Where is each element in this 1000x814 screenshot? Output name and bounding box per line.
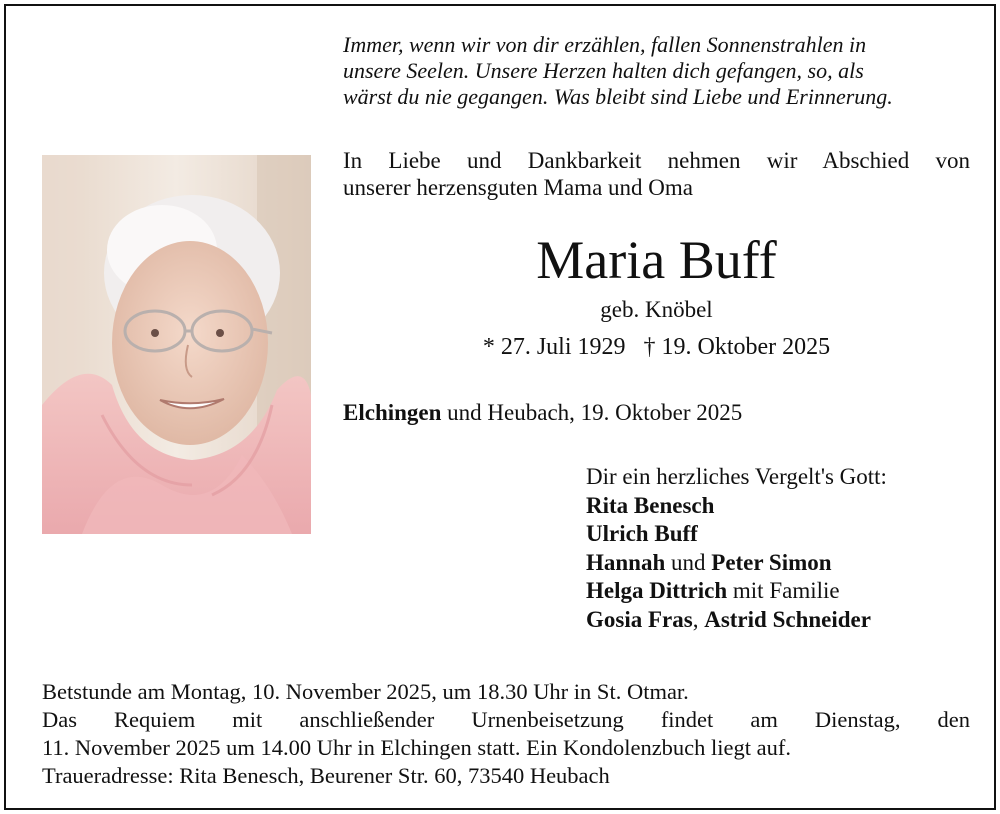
- intro-line: unserer herzensguten Mama und Oma: [343, 175, 693, 200]
- life-dates: [343, 332, 970, 362]
- poem-line: Immer, wenn wir von dir erzählen, fallen Sonnenstrahlen in: [343, 32, 867, 57]
- farewell-intro: [343, 147, 970, 201]
- mourner-name: Gosia Fras: [586, 606, 693, 632]
- deceased-name: Maria Buff: [536, 230, 777, 290]
- mourner-line: [586, 606, 976, 635]
- portrait-photo: [42, 155, 311, 534]
- mourner-name: Ulrich Buff: [586, 521, 698, 547]
- thanks-block: [586, 463, 976, 635]
- place-and-date: [343, 399, 970, 427]
- mourner-line: [586, 492, 976, 521]
- place-rest: und Heubach, 19. Oktober 2025: [441, 400, 743, 425]
- place-bold: Elchingen: [343, 400, 442, 425]
- portrait-photo-image: [42, 155, 311, 534]
- footer-line: Betstunde am Montag, 10. November 2025, um 18.30 Uhr in St. Otmar.: [42, 679, 689, 704]
- mourner-name: Peter Simon: [711, 549, 832, 575]
- poem-line: unsere Seelen. Unsere Herzen halten dich gefangen, so, als: [343, 58, 864, 83]
- birth-date: * 27. Juli 1929: [482, 334, 626, 360]
- memorial-poem: [343, 32, 970, 110]
- death-date: † 19. Oktober 2025: [643, 334, 831, 360]
- mourner-line: [586, 549, 976, 578]
- poem-line: wärst du nie gegangen. Was bleibt sind Liebe und Erinnerung.: [343, 84, 893, 109]
- service-details: [42, 678, 970, 790]
- thanks-heading: Dir ein herzliches Vergelt's Gott:: [586, 464, 887, 489]
- mourner-name: Hannah: [586, 549, 666, 575]
- mourner-join: ,: [692, 606, 705, 632]
- mourner-line: [586, 520, 976, 549]
- mourner-name: Helga Dittrich: [586, 578, 728, 604]
- intro-line: In Liebe und Dankbarkeit nehmen wir Abschied von: [343, 148, 970, 173]
- mourner-name: Astrid Schneider: [704, 606, 871, 632]
- obituary-notice: [4, 4, 996, 810]
- mourner-suffix: mit Familie: [727, 578, 840, 604]
- mourning-address: Traueradresse: Rita Benesch, Beurener Str. 60, 73540 Heubach: [42, 763, 610, 788]
- maiden-name: geb. Knöbel: [600, 297, 713, 322]
- footer-line: 11. November 2025 um 14.00 Uhr in Elchingen statt. Ein Kondolenzbuch liegt auf.: [42, 735, 792, 760]
- footer-line: Das Requiem mit anschließender Urnenbeisetzung findet am Dienstag, den: [42, 707, 970, 732]
- mourner-name: Rita Benesch: [586, 492, 715, 518]
- mourner-join: und: [665, 549, 712, 575]
- mourner-line: [586, 577, 976, 606]
